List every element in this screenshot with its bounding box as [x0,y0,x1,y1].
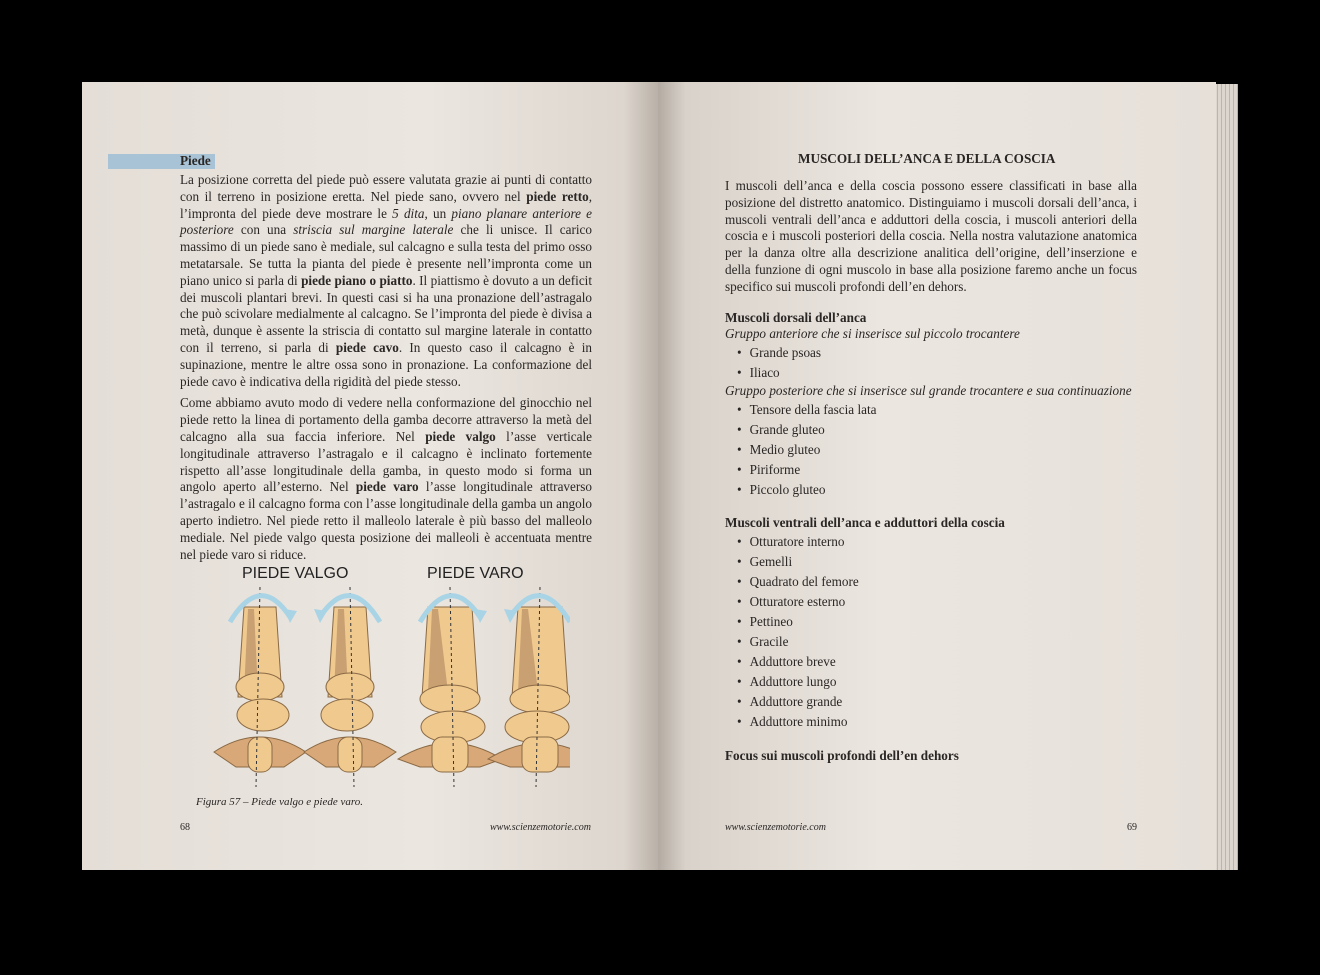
heading-dorsal: Muscoli dorsali dell’anca [725,309,867,325]
figure-caption: Figura 57 – Piede valgo e piede varo. [196,796,363,808]
list-item: • Adduttore lungo [737,672,1137,692]
right-page [658,82,1216,870]
intro-paragraph: I muscoli dell’anca e della coscia possono essere classificati in base alla posizione del distretto anatomico. Distinguiamo i muscoli dorsali dell’anca, i muscoli ventrali dell’anca e adduttori della coscia, i muscoli anteriori della coscia e i muscoli posteriori della coscia. Nella nostra valutazione anatomica per la danza oltre alla descrizione analitica dell’origine, dell’inserzione e della funzione di ogni muscolo in base alla posizione faremo anche un focus specifico sui muscoli profondi dell’en dehors. [725,178,1137,294]
list-item: • Otturatore esterno [737,592,1137,612]
list-item: • Piriforme [737,460,1137,480]
page-title: MUSCOLI DELL’ANCA E DELLA COSCIA [798,151,1056,166]
list-item: • Pettineo [737,612,1137,632]
text-run: l’asse longitudinale attraverso l’astragalo e il calcagno forma con l’asse longitudinale della gamba un angolo aperto indietro. Nel piede retto il malleolo laterale è più basso del malleolo mediale. Nel piede valgo questa posizione dei malleoli è accentuata mentre nel piede varo si riduce. [180,479,592,562]
website-footer: www.scienzemotorie.com [725,822,826,833]
group-posterior: Gruppo posteriore che si inserisce sul grande trocantere e sua continuazione [725,383,1132,399]
text-run: che li unisce. Il carico massimo di un piede sano è mediale, sul calcagno e sulla testa del primo osso metatarsale. Se tutta la pianta del piede è presente nell’impronta come un piano unico si parla di [180,222,592,288]
list-item: • Piccolo gluteo [737,480,1137,500]
text-run: La posizione corretta del piede può essere valutata grazie ai punti di contatto con il terreno in posizione eretta. Nel piede sano, ovvero nel [180,172,592,204]
heading-ventral: Muscoli ventrali dell’anca e adduttori della coscia [725,514,1005,530]
ventral-list [725,532,1137,732]
text-run: . In questo caso il calcagno è in supinazione, mentre le altre ossa sono in pronazione. La conformazione del piede cavo è indicativa della rigidità del piede stesso. [180,339,592,389]
paragraph [180,172,592,390]
posterior-list [725,400,1137,500]
section-title: Piede [180,153,211,168]
foot-bones [398,587,502,787]
italic-term: piano planare anteriore e posteriore [180,205,593,238]
foot-illustration [200,587,570,797]
text-run: l’asse verticale longitudinale attraverso l’astragalo e il calcagno è inclinato fortemente rispetto all’asse longitudinale della gamba, in questo modo si forma un angolo aperto all’esterno. Nel [180,428,592,495]
foot-bones [214,587,306,787]
bold-term: piede retto [526,188,589,204]
text-run: Come abbiamo avuto modo di vedere nella conformazione del ginocchio nel piede retto la linea di portamento della gamba decorre attraverso la metà del calcagno alla sua faccia inferiore. Nel [180,395,592,444]
page-number: 68 [180,822,190,833]
bold-term: piede piano o piatto [301,272,413,288]
figure-label-valgo: PIEDE VALGO [242,565,349,582]
paragraph [180,395,592,563]
list-item: • Otturatore interno [737,532,1137,552]
foot-bones [304,587,396,787]
figure-label-varo: PIEDE VARO [427,565,524,582]
left-page [82,82,658,870]
list-item: • Grande gluteo [737,420,1137,440]
website-footer: www.scienzemotorie.com [490,822,591,833]
bold-term: piede varo [355,479,419,495]
list-item: • Gracile [737,632,1137,652]
list-item: • Adduttore grande [737,692,1137,712]
list-item: • Quadrato del femore [737,572,1137,592]
list-item: • Tensore della fascia lata [737,400,1137,420]
text-run: con una [233,222,294,238]
right-body [725,178,1137,765]
page-edges-right [1214,84,1238,870]
list-item: • Adduttore minimo [737,712,1137,732]
italic-term: 5 dita [392,205,425,221]
list-item: • Grande psoas [737,343,1137,363]
italic-term: striscia sul margine laterale [293,222,454,238]
list-item: • Gemelli [737,552,1137,572]
foot-bones [488,587,570,787]
text-run: . Il piattismo è dovuto a un deficit dei muscoli plantari brevi. In questi casi si ha una pronazione dell’astragalo che può scivolare medialmente al calcagno. Se l’impronta del piede è divisa a metà, dunque è assente la striscia di contatto sul margine laterale in contatto con il terreno, si parla di [180,272,592,355]
bold-term: piede valgo [425,428,496,444]
anterior-list [725,343,1137,383]
group-anterior: Gruppo anteriore che si inserisce sul piccolo trocantere [725,326,1020,342]
body-text [180,172,592,568]
text-run: , un [424,205,452,221]
bold-term: piede cavo [335,339,399,355]
list-item: • Iliaco [737,363,1137,383]
list-item: • Adduttore breve [737,652,1137,672]
page-number: 69 [1127,822,1137,833]
list-item: • Medio gluteo [737,440,1137,460]
heading-focus: Focus sui muscoli profondi dell’en dehors [725,747,959,763]
text-run: , l’impronta del piede deve mostrare le [180,188,592,221]
